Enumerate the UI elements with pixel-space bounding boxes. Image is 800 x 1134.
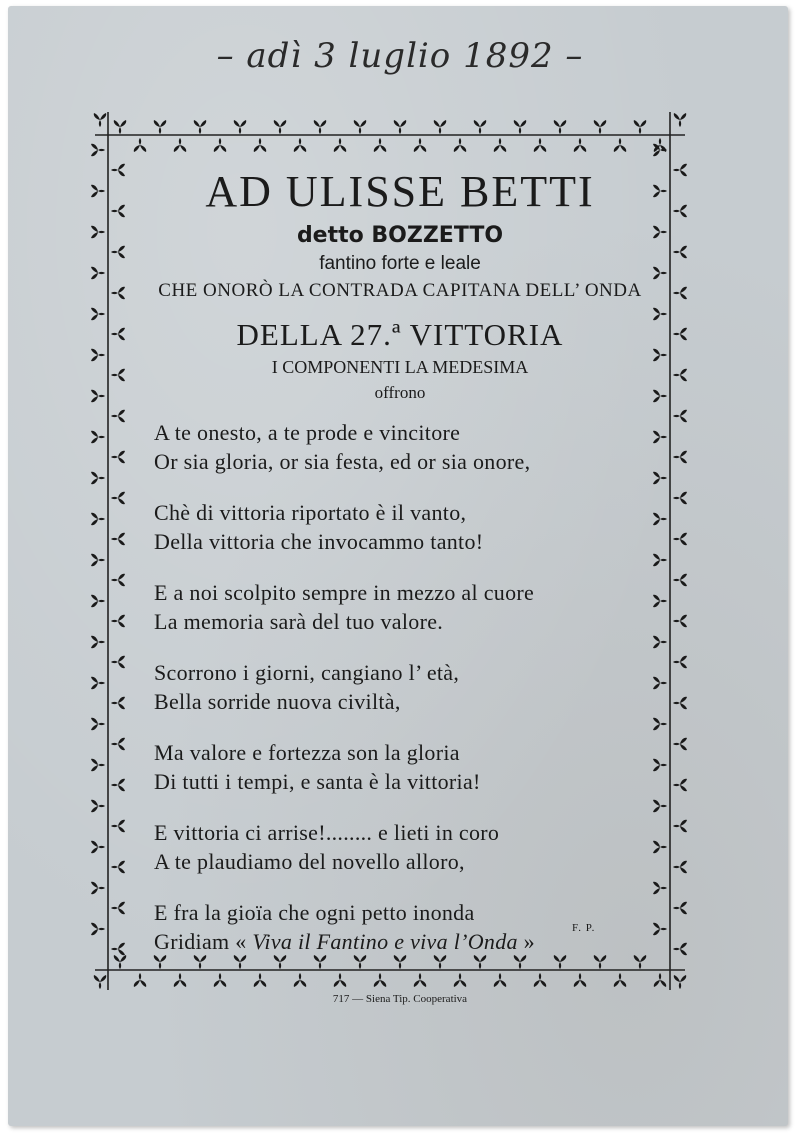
leaf-ornament-icon <box>673 779 687 792</box>
leaf-ornament-icon <box>673 615 687 628</box>
acclamation: Viva il Fantino e viva l’Onda <box>252 929 518 954</box>
leaf-ornament-icon <box>494 138 507 152</box>
leaf-ornament-icon <box>274 120 287 134</box>
poem-line: La memoria sarà del tuo valore. <box>154 609 444 634</box>
leaf-ornament-icon <box>673 902 687 915</box>
leaf-ornament-icon <box>314 120 327 134</box>
leaf-ornament-icon <box>673 410 687 423</box>
leaf-ornament-icon <box>91 267 105 280</box>
leaf-ornament-icon <box>94 113 107 127</box>
leaf-ornament-icon <box>91 513 105 526</box>
leaf-ornament-icon <box>673 246 687 259</box>
stanza <box>154 818 670 876</box>
leaf-ornament-icon <box>414 138 427 152</box>
stanza <box>154 418 670 476</box>
leaf-ornament-icon <box>111 779 125 792</box>
leaf-ornament-icon <box>534 138 547 152</box>
leaf-ornament-icon <box>673 697 687 710</box>
leaf-ornament-icon <box>674 975 687 989</box>
poem-line: Bella sorride nuova civiltà, <box>154 689 401 714</box>
poem-line: Or sia gloria, or sia festa, ed or sia onore, <box>154 449 531 474</box>
leaf-ornament-icon <box>254 138 267 152</box>
leaf-ornament-icon <box>91 595 105 608</box>
poem-line: Ma valore e fortezza son la gloria <box>154 740 460 765</box>
leaf-ornament-icon <box>111 820 125 833</box>
leaf-ornament-icon <box>554 120 567 134</box>
poem-line: Chè di vittoria riportato è il vanto, <box>154 500 467 525</box>
leaf-ornament-icon <box>673 205 687 218</box>
leaf-ornament-icon <box>91 636 105 649</box>
author-initials: F. P. <box>572 922 596 934</box>
leaf-ornament-icon <box>111 328 125 341</box>
leaf-ornament-icon <box>91 923 105 936</box>
leaf-ornament-icon <box>673 943 687 956</box>
leaf-ornament-icon <box>111 943 125 956</box>
leaf-ornament-icon <box>111 410 125 423</box>
leaf-ornament-icon <box>111 451 125 464</box>
leaf-ornament-icon <box>91 882 105 895</box>
leaf-ornament-icon <box>91 390 105 403</box>
leaf-ornament-icon <box>111 738 125 751</box>
leaf-ornament-icon <box>673 738 687 751</box>
poem-line: Di tutti i tempi, e santa è la vittoria! <box>154 769 481 794</box>
poem-line: E vittoria ci arrise!........ e lieti in coro <box>154 820 500 845</box>
broadside-text <box>130 168 670 978</box>
leaf-ornament-icon <box>673 287 687 300</box>
title-epithet: fantino forte e leale <box>319 253 481 274</box>
leaf-ornament-icon <box>111 574 125 587</box>
leaf-ornament-icon <box>194 120 207 134</box>
leaf-ornament-icon <box>614 138 627 152</box>
poem-line: Scorrono i giorni, cangiano l’ età, <box>154 660 460 685</box>
poem-line: A te plaudiamo del novello alloro, <box>154 849 465 874</box>
leaf-ornament-icon <box>111 615 125 628</box>
leaf-ornament-icon <box>334 138 347 152</box>
leaf-ornament-icon <box>111 533 125 546</box>
leaf-ornament-icon <box>234 120 247 134</box>
stanza <box>154 658 670 716</box>
leaf-ornament-icon <box>111 492 125 505</box>
leaf-ornament-icon <box>594 120 607 134</box>
leaf-ornament-icon <box>514 120 527 134</box>
leaf-ornament-icon <box>673 574 687 587</box>
title-nickname: detto BOZZETTO <box>296 223 504 248</box>
leaf-ornament-icon <box>294 138 307 152</box>
leaf-ornament-icon <box>673 451 687 464</box>
leaf-ornament-icon <box>111 205 125 218</box>
leaf-ornament-icon <box>111 369 125 382</box>
leaf-ornament-icon <box>91 185 105 198</box>
leaf-ornament-icon <box>673 820 687 833</box>
title-victory: DELLA 27.ª VITTORIA <box>236 317 564 352</box>
poem-line: A te onesto, a te prode e vincitore <box>154 420 461 445</box>
leaf-ornament-icon <box>91 349 105 362</box>
leaf-ornament-icon <box>91 841 105 854</box>
stanza <box>154 738 670 796</box>
leaf-ornament-icon <box>111 287 125 300</box>
quote-close: » <box>517 929 535 954</box>
leaf-ornament-icon <box>673 328 687 341</box>
poem-line: E fra la gioïa che ogni petto inonda <box>154 900 475 925</box>
title-name: AD ULISSE BETTI <box>205 167 595 216</box>
leaf-ornament-icon <box>111 697 125 710</box>
leaf-ornament-icon <box>674 113 687 127</box>
leaf-ornament-icon <box>673 369 687 382</box>
leaf-ornament-icon <box>474 120 487 134</box>
leaf-ornament-icon <box>111 246 125 259</box>
leaf-ornament-icon <box>673 656 687 669</box>
leaf-ornament-icon <box>434 120 447 134</box>
leaf-ornament-icon <box>673 861 687 874</box>
poem-line: Della vittoria che invocammo tanto! <box>154 529 484 554</box>
handwritten-date: – adì 3 luglio 1892 – <box>216 36 584 76</box>
leaf-ornament-icon <box>111 656 125 669</box>
leaf-ornament-icon <box>91 308 105 321</box>
leaf-ornament-icon <box>154 120 167 134</box>
leaf-ornament-icon <box>114 955 127 969</box>
title-offrono: offrono <box>374 383 426 402</box>
leaf-ornament-icon <box>174 138 187 152</box>
leaf-ornament-icon <box>214 138 227 152</box>
leaf-ornament-icon <box>91 759 105 772</box>
leaf-ornament-icon <box>454 138 467 152</box>
leaf-ornament-icon <box>114 120 127 134</box>
title-members: I COMPONENTI LA MEDESIMA <box>271 357 529 377</box>
leaf-ornament-icon <box>673 533 687 546</box>
leaf-ornament-icon <box>91 800 105 813</box>
poem <box>130 418 670 956</box>
leaf-ornament-icon <box>574 138 587 152</box>
quote-open: Gridiam « <box>154 929 253 954</box>
leaf-ornament-icon <box>111 902 125 915</box>
leaf-ornament-icon <box>374 138 387 152</box>
leaf-ornament-icon <box>354 120 367 134</box>
leaf-ornament-icon <box>91 677 105 690</box>
leaf-ornament-icon <box>91 718 105 731</box>
leaf-ornament-icon <box>394 120 407 134</box>
leaf-ornament-icon <box>673 164 687 177</box>
leaf-ornament-icon <box>91 472 105 485</box>
leaf-ornament-icon <box>134 138 147 152</box>
leaf-ornament-icon <box>673 492 687 505</box>
leaf-ornament-icon <box>111 861 125 874</box>
leaf-ornament-icon <box>91 431 105 444</box>
poem-line: E a noi scolpito sempre in mezzo al cuore <box>154 580 535 605</box>
leaf-ornament-icon <box>91 554 105 567</box>
printer-imprint: 717 — Siena Tip. Cooperativa <box>332 993 468 1005</box>
leaf-ornament-icon <box>634 120 647 134</box>
leaf-ornament-icon <box>91 144 105 157</box>
leaf-ornament-icon <box>111 164 125 177</box>
leaf-ornament-icon <box>94 975 107 989</box>
title-dedication: CHE ONORÒ LA CONTRADA CAPITANA DELL’ ONDA <box>158 280 642 301</box>
leaf-ornament-icon <box>91 226 105 239</box>
stanza <box>154 498 670 556</box>
stanza <box>154 578 670 636</box>
